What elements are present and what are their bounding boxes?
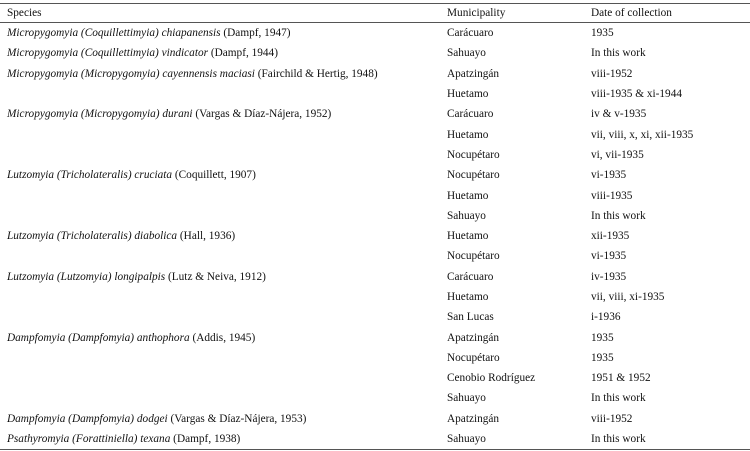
municipality-cell: Nocupétaro xyxy=(447,169,500,182)
date-of-collection-cell: In this work xyxy=(591,392,646,405)
date-of-collection-cell: In this work xyxy=(588,429,750,450)
table-row xyxy=(0,409,750,429)
species-taxon: Lutzomyia (Tricholateralis) diabolica xyxy=(7,230,178,243)
species-author: (Dampf, 1938) xyxy=(170,433,241,446)
table-row xyxy=(0,145,750,165)
table-row xyxy=(0,226,750,246)
table-row xyxy=(0,429,750,450)
species-author: (Lutz & Neiva, 1912) xyxy=(165,270,266,283)
table-row xyxy=(0,185,750,205)
species-cell xyxy=(0,409,446,429)
species-cell xyxy=(0,429,446,450)
table-row xyxy=(0,104,750,124)
header-date-of-collection: Date of collection xyxy=(588,4,750,23)
municipality-cell: Huetamo xyxy=(447,230,489,243)
municipality-cell: Cenobio Rodríguez xyxy=(447,372,536,385)
municipality-cell: San Lucas xyxy=(447,311,494,324)
species-cell xyxy=(0,267,446,287)
date-of-collection-cell: viii-1952 xyxy=(591,412,633,425)
date-of-collection-cell: viii-1935 & xi-1944 xyxy=(591,88,682,101)
species-author: (Dampf, 1944) xyxy=(208,47,278,60)
date-of-collection-cell: viii-1935 xyxy=(591,189,633,202)
date-of-collection-cell: 1951 & 1952 xyxy=(591,372,651,385)
species-taxon: Micropygomyia (Coquillettimyia) chiapanensis xyxy=(7,27,221,40)
municipality-cell: Apatzingán xyxy=(447,331,500,344)
species-taxon: Lutzomyia (Lutzomyia) longipalpis xyxy=(7,270,166,283)
species-author: (Vargas & Díaz-Nájera, 1953) xyxy=(167,412,307,425)
species-collection-table xyxy=(0,3,750,450)
municipality-cell: Sahuayo xyxy=(447,392,486,405)
table-body xyxy=(0,23,750,450)
table-row xyxy=(0,246,750,266)
species-cell xyxy=(0,348,446,368)
species-cell xyxy=(0,64,446,84)
date-of-collection-cell: viii-1952 xyxy=(591,67,633,80)
municipality-cell: Apatzingán xyxy=(447,67,500,80)
table-header xyxy=(0,4,750,23)
municipality-cell: Nocupétaro xyxy=(447,250,500,263)
date-of-collection-cell: 1935 xyxy=(591,331,614,344)
species-taxon: Lutzomyia (Tricholateralis) cruciata xyxy=(7,169,173,182)
species-cell xyxy=(0,165,446,185)
species-author: (Coquillett, 1907) xyxy=(172,169,256,182)
date-of-collection-cell: 1935 xyxy=(591,27,614,40)
date-of-collection-cell: i-1936 xyxy=(591,311,621,324)
table-row xyxy=(0,64,750,84)
species-cell xyxy=(0,226,446,246)
species-cell xyxy=(0,145,446,165)
table-row xyxy=(0,206,750,226)
table-row xyxy=(0,23,750,44)
table-row xyxy=(0,287,750,307)
table-row xyxy=(0,388,750,408)
municipality-cell: Huetamo xyxy=(447,189,489,202)
species-cell xyxy=(0,368,446,388)
species-cell xyxy=(0,185,446,205)
table-row xyxy=(0,267,750,287)
date-of-collection-cell: vi-1935 xyxy=(591,250,627,263)
species-cell xyxy=(0,206,446,226)
date-of-collection-cell: iv & v-1935 xyxy=(591,108,647,121)
species-author: (Fairchild & Hertig, 1948) xyxy=(254,67,378,80)
date-of-collection-cell: 1935 xyxy=(591,351,614,364)
date-of-collection-cell: vii, viii, x, xi, xii-1935 xyxy=(591,128,694,141)
header-row xyxy=(0,4,750,23)
table-row xyxy=(0,327,750,347)
species-cell xyxy=(0,124,446,144)
species-taxon: Micropygomyia (Micropygomyia) cayennensis maciasi xyxy=(7,67,255,80)
species-author: (Hall, 1936) xyxy=(177,230,236,243)
table-row xyxy=(0,307,750,327)
species-author: (Addis, 1945) xyxy=(189,331,256,344)
species-author: (Dampf, 1947) xyxy=(220,27,291,40)
date-of-collection-cell: vi, vii-1935 xyxy=(591,148,644,161)
municipality-cell: Nocupétaro xyxy=(447,351,500,364)
species-taxon: Psathyromyia (Forattiniella) texana xyxy=(7,433,171,446)
municipality-cell: Sahuayo xyxy=(446,429,588,450)
municipality-cell: Carácuaro xyxy=(447,27,494,40)
municipality-cell: Sahuayo xyxy=(447,209,486,222)
header-municipality: Municipality xyxy=(446,4,588,23)
species-taxon: Micropygomyia (Coquillettimyia) vindicator xyxy=(7,47,208,60)
species-cell xyxy=(0,246,446,266)
species-cell xyxy=(0,287,446,307)
species-cell xyxy=(0,307,446,327)
municipality-cell: Carácuaro xyxy=(447,108,494,121)
date-of-collection-cell: iv-1935 xyxy=(591,270,627,283)
municipality-cell: Apatzingán xyxy=(447,412,500,425)
species-cell xyxy=(0,84,446,104)
species-taxon: Dampfomyia (Dampfomyia) dodgei xyxy=(7,412,168,425)
municipality-cell: Carácuaro xyxy=(447,270,494,283)
species-cell xyxy=(0,23,446,44)
table-row xyxy=(0,165,750,185)
date-of-collection-cell: In this work xyxy=(591,47,646,60)
date-of-collection-cell: xii-1935 xyxy=(591,230,630,243)
table-row xyxy=(0,368,750,388)
date-of-collection-cell: vii, viii, xi-1935 xyxy=(591,291,665,303)
table-row xyxy=(0,43,750,63)
species-cell xyxy=(0,327,446,347)
table-row xyxy=(0,124,750,144)
species-cell xyxy=(0,388,446,408)
municipality-cell: Huetamo xyxy=(447,291,489,303)
municipality-cell: Sahuayo xyxy=(447,47,486,60)
species-taxon: Micropygomyia (Micropygomyia) durani xyxy=(7,108,193,121)
species-taxon: Dampfomyia (Dampfomyia) anthophora xyxy=(7,331,190,344)
species-cell xyxy=(0,104,446,124)
date-of-collection-cell: vi-1935 xyxy=(591,169,627,182)
date-of-collection-cell: In this work xyxy=(591,209,646,222)
species-cell xyxy=(0,43,446,63)
table-row xyxy=(0,348,750,368)
municipality-cell: Huetamo xyxy=(447,128,489,141)
municipality-cell: Huetamo xyxy=(447,88,489,101)
municipality-cell: Nocupétaro xyxy=(447,148,500,161)
header-species: Species xyxy=(0,4,446,23)
table-row xyxy=(0,84,750,104)
species-author: (Vargas & Díaz-Nájera, 1952) xyxy=(192,108,332,121)
